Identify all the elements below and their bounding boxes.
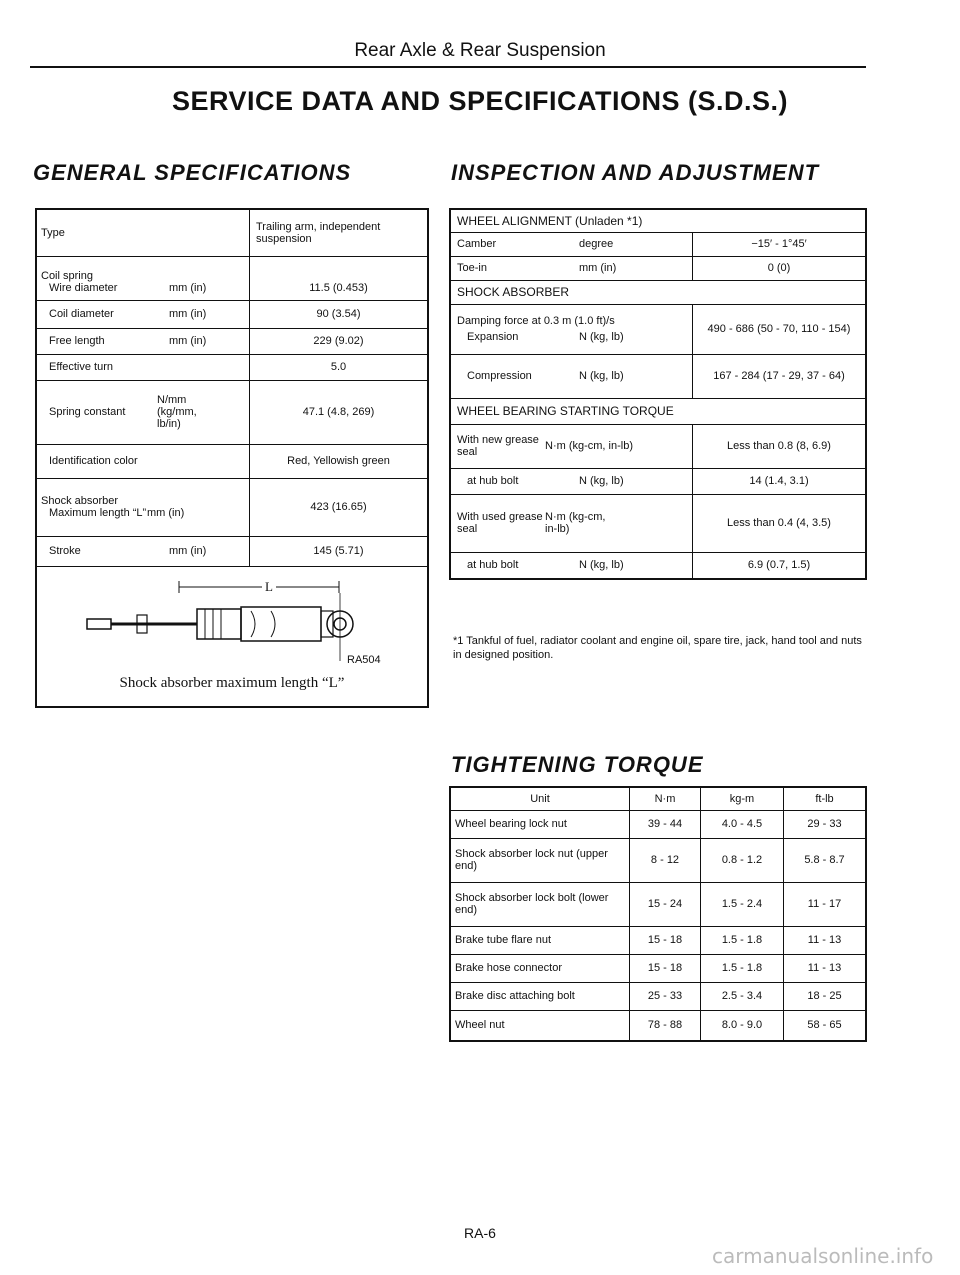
shock-figure xyxy=(37,567,427,707)
figure-l-label: L xyxy=(262,579,276,595)
torque-item: Shock absorber lock nut (upper end) xyxy=(451,838,630,882)
wire-diameter-label: Wire diameter xyxy=(49,281,118,294)
torque-table xyxy=(449,786,867,1042)
new-grease-unit: N·m (kg-cm, in-lb) xyxy=(545,440,633,452)
torque-nm: 15 - 24 xyxy=(630,882,701,926)
col-ftlb: ft-lb xyxy=(784,788,866,810)
header-rule xyxy=(30,66,866,68)
torque-nm: 39 - 44 xyxy=(630,810,701,838)
ident-color-label: Identification color xyxy=(37,444,250,478)
torque-kgm: 4.0 - 4.5 xyxy=(701,810,784,838)
hub-bolt-value-2: 6.9 (0.7, 1.5) xyxy=(693,552,866,578)
bearing-heading: WHEEL BEARING STARTING TORQUE xyxy=(451,398,865,424)
torque-item: Shock absorber lock bolt (lower end) xyxy=(451,882,630,926)
hub-bolt-unit-1: N (kg, lb) xyxy=(579,475,624,487)
coil-value: 90 (3.54) xyxy=(250,300,428,328)
col-kgm: kg-m xyxy=(701,788,784,810)
table-row xyxy=(451,838,865,882)
type-label: Type xyxy=(37,210,250,256)
torque-ftlb: 5.8 - 8.7 xyxy=(784,838,866,882)
camber-value: −15′ - 1°45′ xyxy=(693,232,866,256)
general-heading: GENERAL SPECIFICATIONS xyxy=(33,160,352,185)
torque-item: Wheel bearing lock nut xyxy=(451,810,630,838)
page-number: RA-6 xyxy=(464,1225,496,1241)
effective-value: 5.0 xyxy=(250,354,428,380)
compression-label: Compression xyxy=(467,370,532,382)
torque-kgm: 1.5 - 1.8 xyxy=(701,926,784,954)
torque-nm: 78 - 88 xyxy=(630,1010,701,1040)
page-header: Rear Axle & Rear Suspension xyxy=(354,40,606,61)
shock-heading: SHOCK ABSORBER xyxy=(451,280,865,304)
max-value: 423 (16.65) xyxy=(250,478,428,536)
toe-in-label: Toe-in xyxy=(457,262,487,274)
figure-code: RA504 xyxy=(347,653,381,666)
shock-absorber-label: Shock absorber xyxy=(41,494,119,507)
torque-kgm: 2.5 - 3.4 xyxy=(701,982,784,1010)
hub-bolt-label-1: at hub bolt xyxy=(467,475,519,487)
coil-diameter-label: Coil diameter xyxy=(49,308,114,320)
camber-label: Camber xyxy=(457,238,497,250)
expansion-label: Expansion xyxy=(467,331,519,343)
hub-bolt-label-2: at hub bolt xyxy=(467,559,519,572)
toe-unit: mm (in) xyxy=(579,262,617,274)
inspection-table xyxy=(449,208,867,580)
compression-unit: N (kg, lb) xyxy=(579,370,624,382)
hub-bolt-unit-2: N (kg, lb) xyxy=(579,559,624,572)
watermark: carmanualsonline.info xyxy=(712,1244,934,1268)
torque-item: Brake tube flare nut xyxy=(451,926,630,954)
max-length-label: Maximum length “L” xyxy=(49,507,147,520)
page-title: SERVICE DATA AND SPECIFICATIONS (S.D.S.) xyxy=(171,86,789,116)
new-grease-label: With new grease seal xyxy=(457,434,539,458)
effective-turn-label: Effective turn xyxy=(37,354,250,380)
figure-caption: Shock absorber maximum length “L” xyxy=(119,674,345,691)
torque-kgm: 1.5 - 2.4 xyxy=(701,882,784,926)
torque-ftlb: 11 - 17 xyxy=(784,882,866,926)
damping-label: Damping force at 0.3 m (1.0 ft)/s xyxy=(457,315,615,327)
max-unit: mm (in) xyxy=(147,506,185,519)
free-value: 229 (9.02) xyxy=(250,328,428,354)
expansion-value: 490 - 686 (50 - 70, 110 - 154) xyxy=(693,304,866,354)
torque-ftlb: 29 - 33 xyxy=(784,810,866,838)
new-grease-value: Less than 0.8 (8, 6.9) xyxy=(693,424,866,468)
table-row xyxy=(451,882,865,926)
torque-kgm: 1.5 - 1.8 xyxy=(701,954,784,982)
compression-value: 167 - 284 (17 - 29, 37 - 64) xyxy=(693,354,866,398)
stroke-value: 145 (5.71) xyxy=(250,536,428,566)
used-grease-unit: N·m (kg-cm, in-lb) xyxy=(545,511,606,535)
torque-nm: 25 - 33 xyxy=(630,982,701,1010)
ident-value: Red, Yellowish green xyxy=(250,444,428,478)
table-row xyxy=(451,982,865,1010)
used-grease-label: With used grease seal xyxy=(457,511,543,535)
table-row xyxy=(451,954,865,982)
footnote: *1 Tankful of fuel, radiator coolant and engine oil, spare tire, jack, hand tool and nuts in designed position. xyxy=(453,635,862,661)
coil-spring-label: Coil spring xyxy=(41,269,93,282)
torque-ftlb: 18 - 25 xyxy=(784,982,866,1010)
torque-ftlb: 11 - 13 xyxy=(784,926,866,954)
stroke-unit: mm (in) xyxy=(169,545,207,557)
torque-nm: 15 - 18 xyxy=(630,954,701,982)
spring-value: 47.1 (4.8, 269) xyxy=(250,380,428,444)
col-unit: Unit xyxy=(451,788,630,810)
table-row xyxy=(451,1010,865,1040)
used-grease-value: Less than 0.4 (4, 3.5) xyxy=(693,494,866,552)
wire-value: 11.5 (0.453) xyxy=(250,256,428,300)
torque-ftlb: 58 - 65 xyxy=(784,1010,866,1040)
torque-item: Wheel nut xyxy=(455,1019,505,1032)
general-spec-table xyxy=(35,208,429,708)
spring-constant-label: Spring constant xyxy=(49,405,126,418)
torque-nm: 15 - 18 xyxy=(630,926,701,954)
type-value: Trailing arm, independent suspension xyxy=(250,210,428,256)
torque-nm: 8 - 12 xyxy=(630,838,701,882)
camber-unit: degree xyxy=(579,238,614,250)
stroke-label: Stroke xyxy=(49,545,81,557)
torque-heading: TIGHTENING TORQUE xyxy=(451,752,704,777)
table-row xyxy=(451,810,865,838)
table-row xyxy=(451,926,865,954)
torque-item: Brake disc attaching bolt xyxy=(451,982,630,1010)
inspection-heading: INSPECTION AND ADJUSTMENT xyxy=(451,160,820,185)
coil-unit: mm (in) xyxy=(169,308,207,320)
toe-value: 0 (0) xyxy=(693,256,866,280)
col-nm: N·m xyxy=(630,788,701,810)
free-length-label: Free length xyxy=(49,335,105,347)
torque-kgm: 0.8 - 1.2 xyxy=(701,838,784,882)
torque-header-row xyxy=(451,788,865,810)
torque-item: Brake hose connector xyxy=(451,954,630,982)
hub-bolt-value-1: 14 (1.4, 3.1) xyxy=(693,468,866,494)
torque-ftlb: 11 - 13 xyxy=(784,954,866,982)
spring-unit: N/mm (kg/mm, lb/in) xyxy=(157,394,197,430)
torque-kgm: 8.0 - 9.0 xyxy=(701,1010,784,1040)
free-unit: mm (in) xyxy=(169,335,207,347)
wire-diameter-cell xyxy=(37,256,250,300)
expansion-unit: N (kg, lb) xyxy=(579,331,624,343)
wire-unit: mm (in) xyxy=(169,281,207,294)
alignment-heading: WHEEL ALIGNMENT (Unladen *1) xyxy=(451,210,865,232)
